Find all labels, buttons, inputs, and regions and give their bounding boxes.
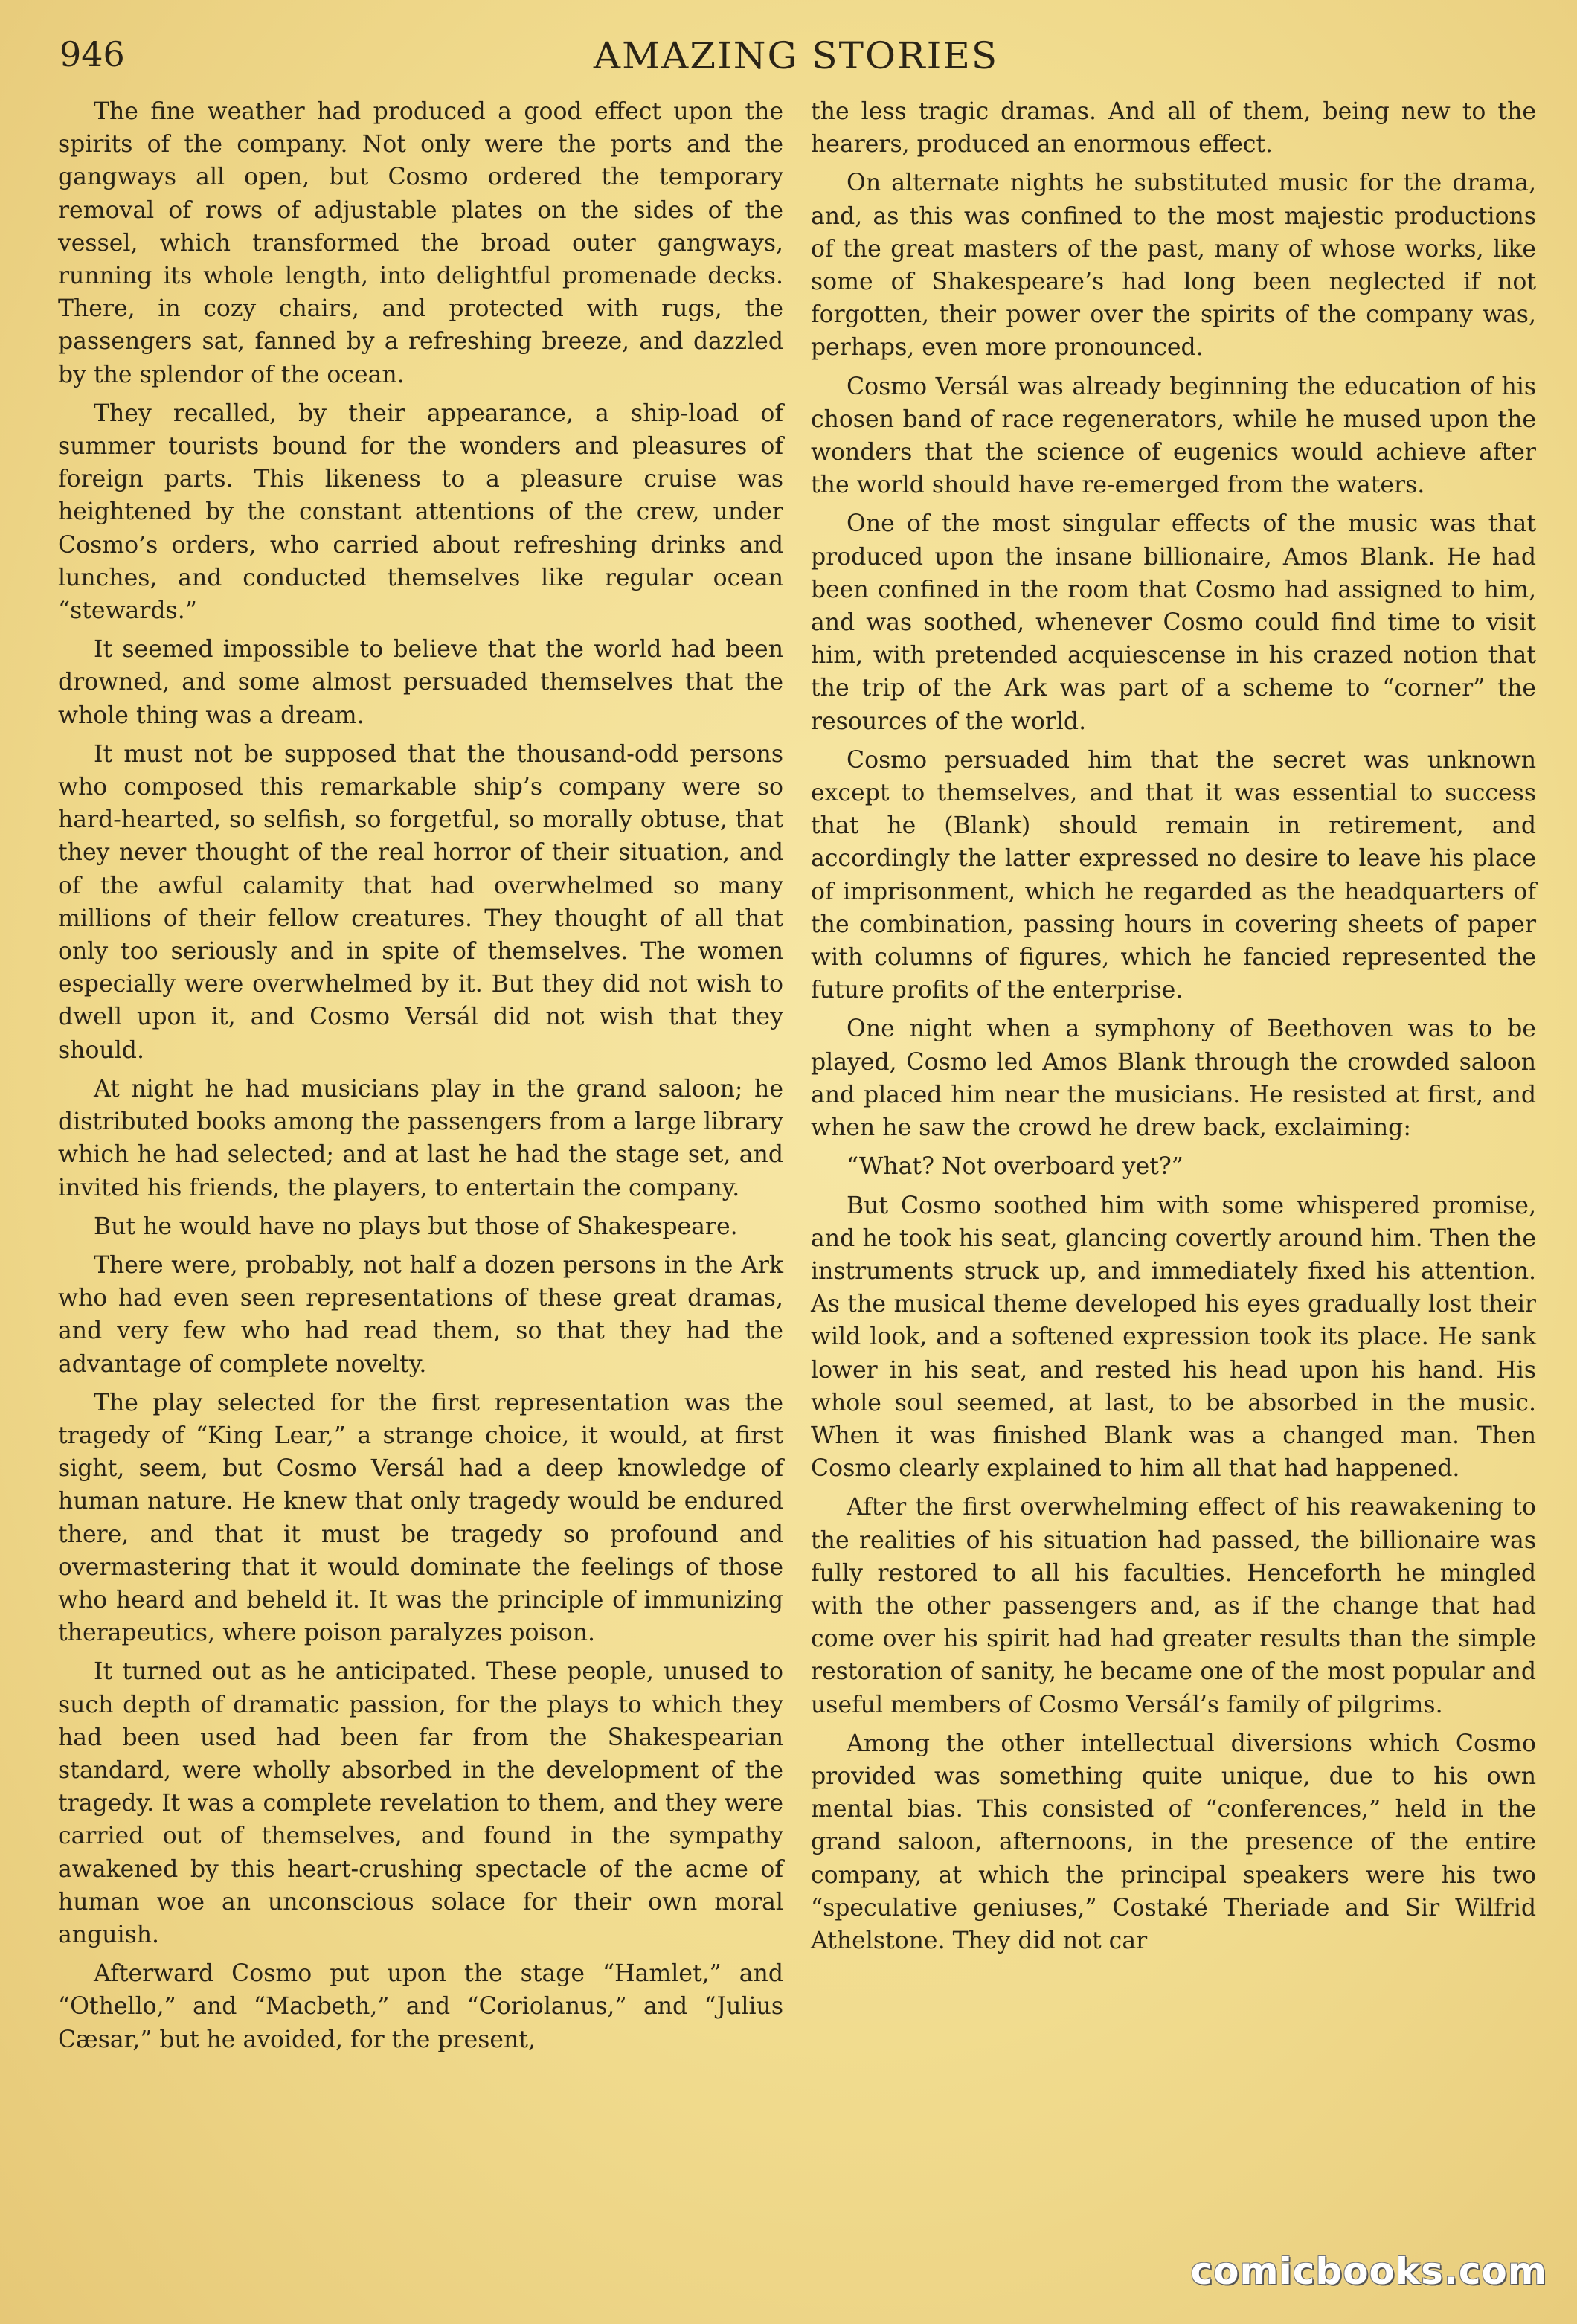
running-title: AMAZING STORIES — [593, 34, 999, 77]
paragraph-continuation: the less tragic dramas. And all of them, being new to the hearers, produced an enormous effect. — [811, 98, 1536, 158]
paragraph: One of the most singular effects of the music was that produced upon the insane billionaire, Amos Blank. He had been confined in the room that Cosmo had assigned to him, and was soothed, whenever Cosmo could find time to visit him, with pretended acquiescense in his crazed notion that the trip of the Ark was part of a scheme to “corner” the resources of the world. — [811, 510, 1536, 735]
paragraph: Cosmo Versál was already beginning the education of his chosen band of race regenerators, while he mused upon the wonders that the science of eugenics would achieve after the world should have re-emerged from the waters. — [811, 373, 1536, 499]
paragraph: After the first overwhelming effect of his reawakening to the realities of his situation had passed, the billionaire was fully restored to all his faculties. Henceforth he mingled with the other passengers and, as if the change that had come over his spirit had had greater results than the simple restoration of sanity, he became one of the most popular and useful members of Cosmo Versál’s family of pilgrims. — [811, 1494, 1536, 1718]
paragraph: There were, probably, not half a dozen persons in the Ark who had even seen representations of these great dramas, and very few who had read them, so that they had the advantage of complete novelty. — [58, 1251, 783, 1378]
paragraph: It turned out as he anticipated. These people, unused to such depth of dramatic passion, for the plays to which they had been used had been far from the Shakespearian standard, were wholly absorbed in the development of the tragedy. It was a complete revelation to them, and they were carried out of themselves, and found in the sympathy awakened by this heart-crushing spectacle of the acme of human woe an unconscious solace for their own moral anguish. — [58, 1658, 783, 1948]
paragraph: One night when a symphony of Beethoven was to be played, Cosmo led Amos Blank through the crowded saloon and placed him near the musicians. He resisted at first, and when he saw the crowd he drew back, exclaiming: — [811, 1015, 1536, 1142]
left-column — [58, 95, 783, 2062]
page-number: 946 — [60, 34, 125, 74]
paragraph: Cosmo persuaded him that the secret was unknown except to themselves, and that it was essential to success that he (Blank) should remain in retirement, and accordingly the latter expressed no desire to leave his place of imprisonment, which he regarded as the headquarters of the combination, passing hours in covering sheets of paper with columns of figures, which he fancied represented the future profits of the enterprise. — [811, 746, 1536, 1004]
paragraph: It must not be supposed that the thousand-odd persons who composed this remarkable ship’s company were so hard-hearted, so selfish, so forgetful, so morally obtuse, that they never thought of the real horror of their situation, and of the awful calamity that had overwhelmed so many millions of their fellow creatures. They thought of all that only too seriously and in spite of themselves. The women especially were overwhelmed by it. But they did not wish to dwell upon it, and Cosmo Versál did not wish that they should. — [58, 740, 783, 1064]
paragraph: But Cosmo soothed him with some whispered promise, and he took his seat, glancing covertly around him. Then the instruments struck up, and immediately fixed his attention. As the musical theme developed his eyes gradually lost their wild look, and a softened expression took its place. He sank lower in his seat, and rested his head upon his hand. His whole soul seemed, at last, to be absorbed in the music. When it was finished Blank was a changed man. Then Cosmo clearly explained to him all that had happened. — [811, 1192, 1536, 1483]
paragraph: On alternate nights he substituted music for the drama, and, as this was confined to the most majestic productions of the great masters of the past, many of whose works, like some of Shakespeare’s had long been neglected if not forgotten, their power over the spirits of the company was, perhaps, even more pronounced. — [811, 170, 1536, 362]
watermark: comicbooks.com — [1190, 2250, 1547, 2293]
paragraph: “What? Not overboard yet?” — [847, 1153, 1183, 1181]
right-column — [811, 95, 1536, 1963]
paragraph: They recalled, by their appearance, a ship-load of summer tourists bound for the wonders and pleasures of foreign parts. This likeness to a pleasure cruise was heightened by the constant attentions of the crew, under Cosmo’s orders, who carried about refreshing drinks and lunches, and conducted themselves like regular ocean “stewards.” — [58, 399, 783, 625]
paragraph: The fine weather had produced a good effect upon the spirits of the company. Not only were the ports and the gangways all open, but Cosmo ordered the temporary removal of rows of adjustable plates on the sides of the vessel, which transformed the broad outer gangways, running its whole length, into delightful promenade decks. There, in cozy chairs, and protected with rugs, the passengers sat, fanned by a refreshing breeze, and dazzled by the splendor of the ocean. — [58, 98, 783, 388]
paragraph: The play selected for the first representation was the tragedy of “King Lear,” a strange choice, it would, at first sight, seem, but Cosmo Versál had a deep knowledge of human nature. He knew that only tragedy would be endured there, and that it must be tragedy so profound and overmastering that it would dominate the feelings of those who heard and beheld it. It was the principle of immunizing therapeutics, where poison paralyzes poison. — [58, 1389, 783, 1647]
paragraph: It seemed impossible to believe that the world had been drowned, and some almost persuaded themselves that the whole thing was a dream. — [58, 636, 783, 729]
paragraph: At night he had musicians play in the grand saloon; he distributed books among the passengers from a large library which he had selected; and at last he had the stage set, and invited his friends, the players, to entertain the company. — [58, 1075, 783, 1201]
paragraph: Among the other intellectual diversions which Cosmo provided was something quite unique, due to his own mental bias. This consisted of “conferences,” held in the grand saloon, afternoons, in the presence of the entire company, at which the principal speakers were his two “speculative geniuses,” Costaké Theriade and Sir Wilfrid Athelstone. They did not car — [811, 1730, 1536, 1954]
paragraph: But he would have no plays but those of Shakespeare. — [94, 1213, 738, 1240]
paragraph: Afterward Cosmo put upon the stage “Hamlet,” and “Othello,” and “Macbeth,” and “Coriolanus,” and “Julius Cæsar,” but he avoided, for the present, — [58, 1960, 783, 2053]
page-header — [60, 34, 1532, 86]
